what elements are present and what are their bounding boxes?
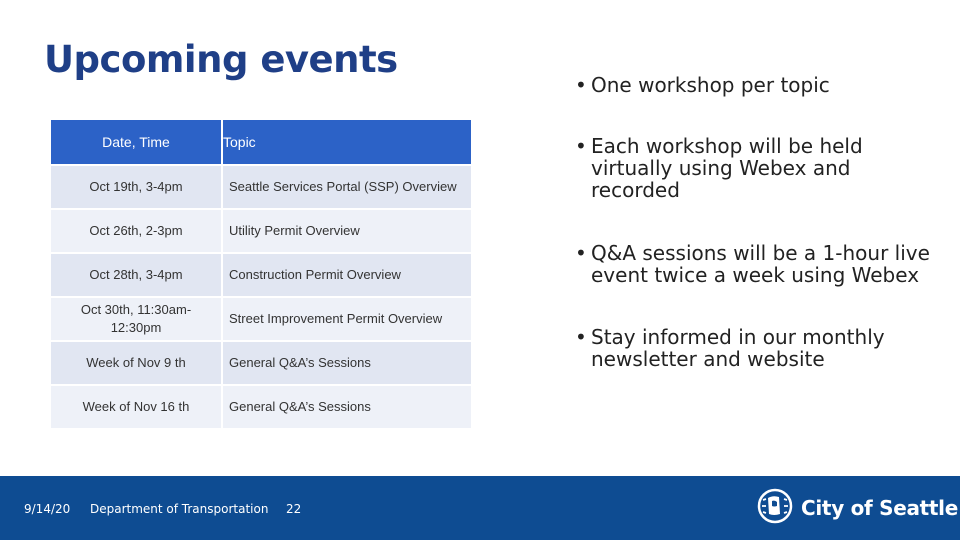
event-topic: General Q&A’s Sessions <box>223 386 473 430</box>
bullet-text: Each workshop will be held virtually using Webex and recorded <box>591 134 863 202</box>
table-row <box>51 254 473 298</box>
event-topic: Seattle Services Portal (SSP) Overview <box>223 166 473 210</box>
bullet-item <box>573 74 943 96</box>
bullet-text: Stay informed in our monthly newsletter and website <box>591 325 885 371</box>
seattle-seal-icon <box>757 488 793 528</box>
event-date: Oct 28th, 3-4pm <box>51 254 223 298</box>
footer-department: Department of Transportation <box>90 502 269 516</box>
event-date: Week of Nov 9 th <box>51 342 223 386</box>
event-date: Week of Nov 16 th <box>51 386 223 430</box>
city-logo <box>757 490 958 526</box>
event-topic: Construction Permit Overview <box>223 254 473 298</box>
footer-bar <box>0 476 960 540</box>
event-topic: Street Improvement Permit Overview <box>223 298 473 342</box>
bullet-text: One workshop per topic <box>591 73 830 97</box>
bullet-item <box>573 326 943 370</box>
header-date-time: Date, Time <box>51 120 223 166</box>
logo-text: City of Seattle <box>801 496 959 520</box>
events-table <box>51 120 473 430</box>
header-topic: Topic <box>223 120 473 166</box>
table-row <box>51 166 473 210</box>
page-number: 22 <box>286 502 302 516</box>
footer-date: 9/14/20 <box>24 502 71 516</box>
event-date: Oct 26th, 2-3pm <box>51 210 223 254</box>
table-row <box>51 210 473 254</box>
event-topic: Utility Permit Overview <box>223 210 473 254</box>
bullet-item <box>573 242 943 286</box>
slide-title: Upcoming events <box>44 38 398 81</box>
event-date: Oct 19th, 3-4pm <box>51 166 223 210</box>
bullet-text: Q&A sessions will be a 1-hour live event twice a week using Webex <box>591 241 930 287</box>
event-date: Oct 30th, 11:30am-12:30pm <box>51 298 223 342</box>
bullet-dot-icon: • <box>575 73 587 97</box>
table-row <box>51 342 473 386</box>
bullet-dot-icon: • <box>575 241 587 265</box>
table-row <box>51 386 473 430</box>
event-topic: General Q&A’s Sessions <box>223 342 473 386</box>
table-row <box>51 298 473 342</box>
bullet-item <box>573 135 943 201</box>
table-header-row <box>51 120 473 166</box>
bullet-dot-icon: • <box>575 134 587 158</box>
bullet-dot-icon: • <box>575 325 587 349</box>
